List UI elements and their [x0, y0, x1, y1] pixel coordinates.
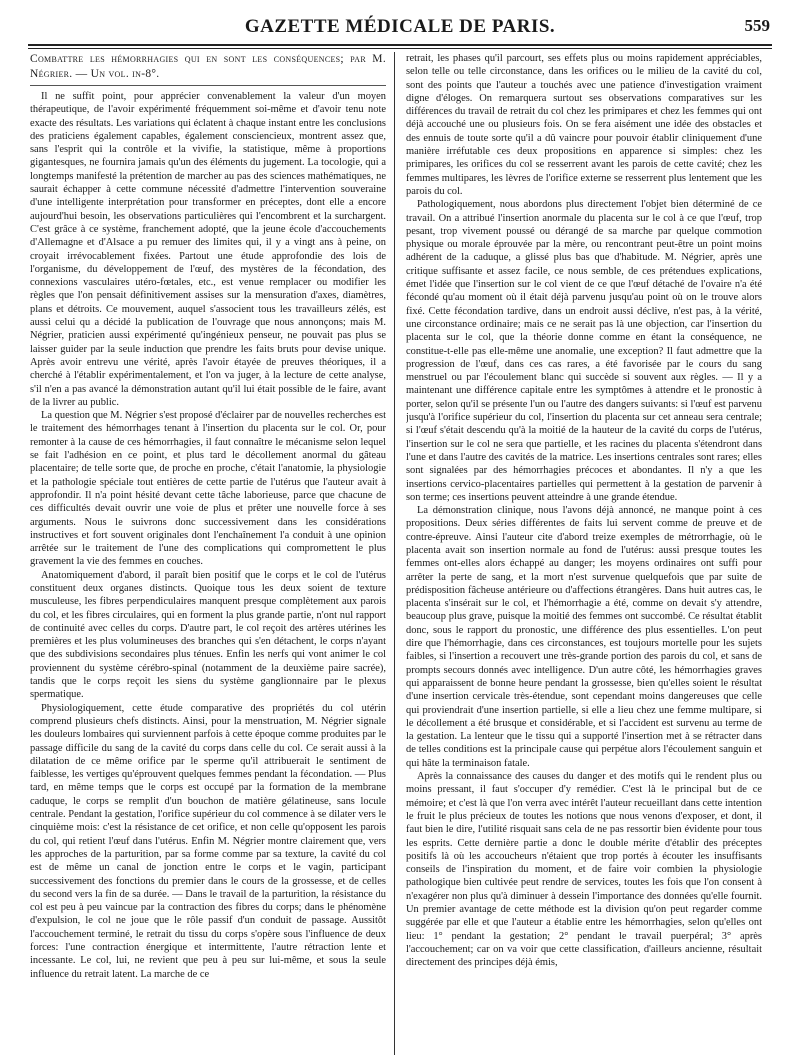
journal-title: GAZETTE MÉDICALE DE PARIS.: [244, 16, 556, 37]
paragraph: Pathologiquement, nous abordons plus directement l'objet bien déterminé de ce travail. On a attribué l'insertion anormale du placenta sur le col à ce que l'œuf, trop pesant, trop vivement poussé ou dérangé de sa marche par quelque commotion physique ou morale éprouvée par la mère, ou rencontrant peut-être un point moins adhérent de la caduque, a glissé plus bas que d'habitude. M. Négrier, après une critique suffisante et assez facile, ce nous semble, de ces prétendues explications, émet l'idée que l'insertion sur le col vient de ce que l'œuf détaché de l'ovaire n'a été fécondé qu'au moment où il était déjà parvenu jusqu'au point où on le trouve alors fixé. Cette fécondation tardive, dans un endroit aussi déclive, n'est pas, à la vérité, une circonstance ordinaire; mais ce ne serait pas là une objection, car l'insertion du placenta sur le col, que la théorie donne comme en étant la conséquence, ne constitue-t-elle pas elle-même une anomalie, une exception? Il faut admettre que la progression de l'œuf, dans ces cas rares, a été favorisée par le cours du sang menstruel ou par l'écoulement blanc qui succède si souvent aux règles. — Il y a maintenant une différence capitale entre les symptômes à attendre et le pronostic à porter, selon qu'il se présente l'un ou l'autre des dangers suivants: si l'œuf est parvenu jusqu'à l'orifice supérieur du col, l'insertion du placenta sur cet anneau sera centrale; si l'œuf s'était descendu qu'à la moitié de la hauteur de la cavité du corps de l'utérus, l'insertion sur le col ne sera que partielle, et les racines du placenta s'étendront dans l'une et dans l'autre des cavités de la matrice. Les insertions centrales sont rares; elles sont signalées par des hémorrhagies précoces et abondantes. Il n'y a que les insertions cervico-placentaires partielles qui permettent à la gestation de parvenir à son terme; ces insertions peuvent atteindre à une grande étendue.: [406, 199, 762, 503]
paragraph: Anatomiquement d'abord, il paraît bien positif que le corps et le col de l'utérus constituent deux organes distincts. Quoique tous les deux soient de texture musculeuse, les fibres perpendiculaires manquent presque complètement aux parois du col, et les fibres circulaires, qui en forment la plus grande partie, n'ont nul rapport de continuité avec celles du corps. D'autre part, le col reçoit des artères utérines les premières et les plus volumineuses des branches qui s'en détachent, le corps n'ayant que des subdivisions secondaires plus ténues. Enfin les nerfs qui vont animer le col proviennent du système cérébro-spinal (notamment de la deuxième paire sacrée), tandis que le corps reçoit les siens du système ganglionnaire par le plexus spermatique.: [30, 569, 386, 701]
paragraph: La question que M. Négrier s'est proposé d'éclairer par de nouvelles recherches est le traitement des hémorrhages tenant à l'insertion du placenta sur le col. Or, pour remonter à la cause de ces hémorrhagies, il faut connaître le mécanisme selon lequel se fait l'adhésion en ce point, et plus tard le décollement anormal du gâteau placentaire; de telle sorte que, de proche en proche, c'était l'anatomie, la physiologie et la pathologie spéciale tout entières de cette partie de l'utérus que l'auteur avait à approfondir. Il n'a point hésité devant cette tâche laborieuse, parce que chacune de ces difficultés devait ouvrir une voie de plus et prêter une nouvelle force à ses arguments. Nous le suivrons donc successivement dans les considérations instructives et fort souvent originales dont l'enchaînement l'a conduit à une opinion arrêtée sur le traitement de l'une des complications qui compromettent le plus gravement la vie des femmes en couches.: [30, 410, 386, 568]
article-heading-text: Combattre les hémorrhagies qui en sont les conséquences; par M. Négrier. — Un vol. in-8°.: [30, 53, 386, 80]
heading-separator: [30, 85, 386, 86]
left-column: [30, 52, 386, 1057]
page-number: 559: [744, 16, 770, 35]
paragraph: Il ne suffit point, pour apprécier convenablement la valeur d'un moyen thérapeutique, de l'avoir expérimenté fréquemment soi-même et d'avoir tenu note exacte des résultats. Les variations qui éclatent à chaque instant entre les conclusions des praticiens également capables, également consciencieux, montrent assez que, sans l'esprit qui la contrôle et la vivifie, la statistique, même à proportions gigantesques, ne fournira jamais qu'un des éléments du jugement. La tocologie, qui a longtemps manifesté la prétention de marcher au pas des sciences mathématiques, ne saurait échapper à cette commune nécessité d'admettre l'intervention souveraine d'une intelligente interprétation pour transformer en préceptes, dont elle a encore aujourd'hui besoin, les observations particulières qui l'encombrent et la surchargent. C'est grâce à ce système, franchement adopté, que la jeune école d'accouchements d'Allemagne et d'Alsace a pu remuer des limites qui, il y a vingt ans à peine, on croyait irrévocablement fixées. Partout une étude approfondie des lois de l'organisme, du développement de l'œuf, des mystères de la fécondation, des connexions vasculaires utéro-fœtales, etc., est venue remplacer ou modifier les règles que l'on pensait définitivement assises sur la mensuration d'axes, diamètres, plans et détroits. Ce mouvement, auquel s'associent tous les travailleurs zélés, est aussi celui qu a décidé la publication de l'ouvrage que nous annonçons; mais M. Négrier, praticien aussi expérimenté qu'ingénieux penseur, ne pouvait pas plus se laisser guider par la seule induction que prendre les faits bruts pour devise unique. Après avoir entrevu une vérité, après l'avoir étayée de preuves théoriques, il a cherché à l'établir expérimentalement, et l'on va juger, à la lecture de cette analyse, s'il n'en a pas avancé la démonstration autant qu'il lui était possible de le faire, avant de la livrer au public.: [30, 91, 386, 408]
header-rule-thin: [28, 48, 772, 49]
paragraph: retrait, les phases qu'il parcourt, ses effets plus ou moins rapidement appréciables, selon telle ou telle circonstance, dans les orifices ou le milieu de la cavité du col, sont des points que l'auteur a touchés avec une patience d'investigation vraiment digne d'éloges. On remarquera surtout ses observations comparatives sur les différences du travail de retrait du col chez les primipares et chez les femmes qui ont déjà accouché une ou plusieurs fois. On se fera aisément une idée des obstacles et des ennuis de toute sorte qu'il a dû vaincre pour pouvoir établir cliniquement d'une manière irréfutable ces deux propositions en apparence si simples: chez les primipares, les orifices du col se resserrent avant les parois de cette cavité; chez les femmes multipares, les lèvres de l'orifice externe se resserrent plus lentement que les parois du col.: [406, 53, 762, 197]
right-column: [406, 52, 762, 1057]
paragraph: Après la connaissance des causes du danger et des motifs qui le rendent plus ou moins pressant, il faut s'occuper d'y remédier. C'est là le principal but de ce mémoire; et c'est là que l'on verra avec intérêt l'auteur recueillant dans cette intention le fruit le plus précieux de toutes les notions que nous venons d'exposer, et dont, il faut bien le dire, l'utilité risquait sans cela de ne pas ressortir bien évidente pour tous les esprits. Cette dernière partie a donc le double mérite d'établir des préceptes positifs là où les accoucheurs n'étaient que trop portés à écouter les insuffisants conseils de l'inspiration du moment, et de faire voir combien la physiologie pathologique bien cultivée peut rendre de services, toutes les fois que l'on consent à n'exagérer non plus qu'à diminuer à dessein l'importance des données qu'elle fournit. Un premier avantage de cette méthode est la division qu'on peut regarder comme suggérée par elle et que l'auteur a établie entre les hémorrhagies, selon qu'elles ont lieu: 1° pendant la gestation; 2° pendant le travail puerpéral; 3° après l'accouchement; car on va voir que cette classification, d'ailleurs ancienne, résultait directement des principes déjà émis,: [406, 771, 762, 969]
header-rule: [28, 44, 772, 46]
article-heading: [30, 52, 386, 82]
column-divider: [394, 52, 395, 1055]
paragraph: La démonstration clinique, nous l'avons déjà annoncé, ne manque point à ces propositions. Deux séries différentes de faits lui servent comme de preuve et de contre-épreuve. Ainsi l'auteur cite d'abord treize exemples de métrorrhagie, où le placenta avait son insertion normale au fond de l'utérus: aussi presque toutes les femmes ont-elles alors échappé au danger; les moyens ordinaires ont suffi pour arrêter la perte de sang, et la mort n'est survenue quelquefois que par suite de prédisposition fâcheuse antérieure ou d'affections étrangères. Dans huit autres cas, le placenta s'insérait sur le col, et l'hémorrhagie a été, comme on devait s'y attendre, beaucoup plus grave, puisque la moitié des femmes ont succombé. Ce résultat établit donc, sous le rapport du pronostic, une différence des plus essentielles. L'on peut dire que l'hémorrhagie, dans ces circonstances, est toujours mortelle pour les sujets faibles, si l'insertion a recouvert une très-grande portion des parois du col, et sans de prompts secours donnés avec intelligence. D'un autre côté, les hémorrhagies graves qui apparaissent de bonne heure pendant la grossesse, bien qu'elles soient le résultat d'une insertion cervicale très-étendue, sont cependant moins dangereuses que celle qui proviendrait d'une insertion partielle, si elle a lieu chez une femme multipare, si le décollement a été brusque et considérable, et si l'accident est survenu au terme de la gestation. La lenteur que le tissu qui a supporté l'insertion met à se rétracter dans de telles conditions est la principale cause qui perpétue alors l'écoulement sanguin et qui hâte la terminaison fatale.: [406, 505, 762, 769]
page-header: [28, 10, 772, 44]
paragraph: Physiologiquement, cette étude comparative des propriétés du col utérin comprend plusieurs chefs distincts. Ainsi, pour la menstruation, M. Négrier signale les douleurs lombaires qui surviennent parfois à cette époque comme produites par le passage difficile du sang de la cavité du corps dans celle du col. Ce serait aussi à la dilatation de ce même orifice par le sperme qu'il attribuerait le sentiment de faiblesse, les vertiges qu'éprouvent quelques femmes pendant la fécondation. — Plus tard, en même temps que le corps est occupé par la formation de la membrane caduque, le corps se remplit d'un bouchon de matière gélatineuse, sans locule centrale. Pendant la gestation, l'orifice supérieur du col commence à se dilater vers le cinquième mois: c'est la résistance de cet orifice, et non celle qu'opposent les parois du col, qui retient l'œuf dans l'utérus. Enfin M. Négrier montre clairement que, vers les approches de la parturition, par sa forme comme par sa texture, la cavité du col est de même un canal de jonction entre le corps et le vagin, participant successivement des fonctions du premier dans le cours de la grossesse, et de celles du second vers la fin de sa durée. — Dans le travail de la parturition, la résistance du col est peu à peu vaincue par la contraction des fibres du corps; dans le phénomène d'expulsion, le col ne joue que le rôle passif d'un conduit de passage. Aussitôt l'accouchement terminé, le retrait du tissu du corps s'opère sous l'influence de deux forces: l'une contraction énergique et intermittente, l'autre rétraction lente et incessante. Le col, lui, ne revient que peu à peu sur lui-même, et sous la seule influence du retrait latent. La marche de ce: [30, 702, 386, 980]
